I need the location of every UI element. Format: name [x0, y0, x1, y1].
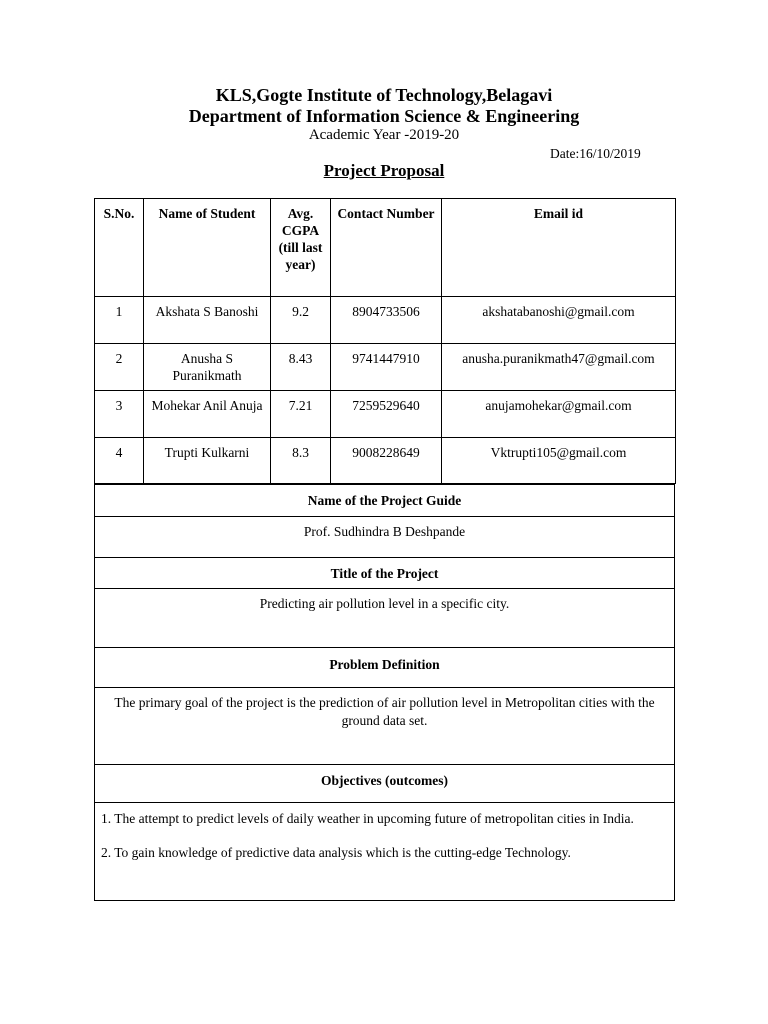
column-header-sno: S.No. — [95, 199, 144, 297]
cell-email: Vktrupti105@gmail.com — [442, 438, 676, 484]
problem-label: Problem Definition — [95, 648, 674, 688]
cell-sno: 3 — [95, 391, 144, 438]
cell-email: akshatabanoshi@gmail.com — [442, 297, 676, 344]
department-name: Department of Information Science & Engineering — [188, 106, 580, 126]
column-header-email: Email id — [442, 199, 676, 297]
institute-name: KLS,Gogte Institute of Technology,Belagavi — [215, 85, 553, 105]
cell-contact: 9008228649 — [331, 438, 442, 484]
objective-item: 1. The attempt to predict levels of daily weather in upcoming future of metropolitan cities in India. — [101, 811, 634, 826]
objective-item: 2. To gain knowledge of predictive data analysis which is the cutting-edge Technology. — [101, 845, 571, 860]
cell-sno: 4 — [95, 438, 144, 484]
academic-year: Academic Year -2019-20 — [308, 127, 460, 143]
cell-cgpa: 8.3 — [271, 438, 331, 484]
guide-label: Name of the Project Guide — [95, 485, 674, 517]
objective-spacer — [101, 828, 668, 844]
table-row — [95, 297, 676, 344]
column-header-contact: Contact Number — [331, 199, 442, 297]
column-header-name: Name of Student — [144, 199, 271, 297]
column-header-cgpa: Avg. CGPA (till last year) — [271, 199, 331, 297]
table-row — [95, 344, 676, 391]
proposal-date: Date:16/10/2019 — [550, 146, 641, 161]
cell-contact: 8904733506 — [331, 297, 442, 344]
cell-cgpa: 9.2 — [271, 297, 331, 344]
table-header-row — [95, 199, 676, 297]
page-title: Project Proposal — [323, 161, 445, 180]
cell-name: Anusha S Puranikmath — [144, 344, 271, 391]
objectives-value — [95, 803, 674, 901]
cell-email: anujamohekar@gmail.com — [442, 391, 676, 438]
title-value: Predicting air pollution level in a specific city. — [95, 589, 674, 648]
cell-contact: 9741447910 — [331, 344, 442, 391]
cell-email: anusha.puranikmath47@gmail.com — [442, 344, 676, 391]
cell-cgpa: 8.43 — [271, 344, 331, 391]
table-row — [95, 438, 676, 484]
table-row — [95, 391, 676, 438]
cell-sno: 2 — [95, 344, 144, 391]
cell-name: Trupti Kulkarni — [144, 438, 271, 484]
cell-name: Akshata S Banoshi — [144, 297, 271, 344]
guide-value: Prof. Sudhindra B Deshpande — [95, 517, 674, 558]
cell-name: Mohekar Anil Anuja — [144, 391, 271, 438]
objectives-label: Objectives (outcomes) — [95, 765, 674, 803]
cell-cgpa: 7.21 — [271, 391, 331, 438]
students-table — [94, 198, 676, 484]
cell-contact: 7259529640 — [331, 391, 442, 438]
problem-value: The primary goal of the project is the prediction of air pollution level in Metropolitan cities with the ground data set. — [95, 688, 674, 765]
proposal-sections — [94, 483, 675, 901]
cell-sno: 1 — [95, 297, 144, 344]
title-label: Title of the Project — [95, 558, 674, 589]
